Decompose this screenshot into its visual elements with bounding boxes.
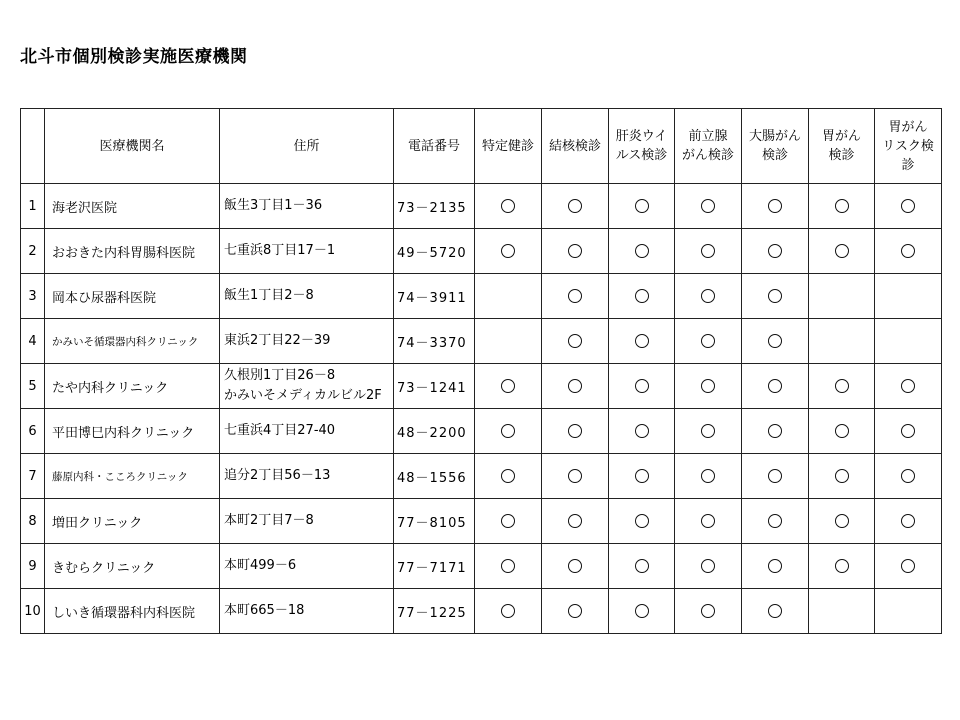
check-cell-1 xyxy=(542,544,609,589)
check-cell-3 xyxy=(675,544,742,589)
available-circle-icon xyxy=(635,559,649,573)
available-circle-icon xyxy=(835,199,849,213)
address-line-1: 七重浜4丁目27-40 xyxy=(224,423,336,438)
page-title: 北斗市個別検診実施医療機関 xyxy=(20,47,248,67)
phone-number: 48－1556 xyxy=(394,454,475,499)
available-circle-icon xyxy=(768,514,782,528)
address xyxy=(220,544,394,589)
check-cell-5 xyxy=(809,409,875,454)
available-circle-icon xyxy=(501,244,515,258)
check-cell-2 xyxy=(609,589,675,634)
check-cell-2 xyxy=(609,319,675,364)
check-cell-5 xyxy=(809,364,875,409)
row-number: 7 xyxy=(21,454,45,499)
available-circle-icon xyxy=(701,469,715,483)
check-cell-6 xyxy=(875,319,942,364)
check-cell-1 xyxy=(542,499,609,544)
table-row xyxy=(21,319,942,364)
available-circle-icon xyxy=(568,424,582,438)
check-cell-3 xyxy=(675,499,742,544)
check-cell-4 xyxy=(742,184,809,229)
available-circle-icon xyxy=(568,244,582,258)
address xyxy=(220,319,394,364)
check-cell-3 xyxy=(675,409,742,454)
institution-name: しいき循環器科内科医院 xyxy=(45,589,220,634)
available-circle-icon xyxy=(701,379,715,393)
available-circle-icon xyxy=(701,604,715,618)
row-number: 5 xyxy=(21,364,45,409)
phone-number: 73－2135 xyxy=(394,184,475,229)
address-line-1: 七重浜8丁目17－1 xyxy=(224,243,336,258)
header-row xyxy=(21,109,942,184)
available-circle-icon xyxy=(501,424,515,438)
check-cell-5 xyxy=(809,274,875,319)
header-tel: 電話番号 xyxy=(394,109,475,184)
check-cell-5 xyxy=(809,544,875,589)
available-circle-icon xyxy=(768,379,782,393)
available-circle-icon xyxy=(768,424,782,438)
table-row xyxy=(21,229,942,274)
address xyxy=(220,184,394,229)
check-cell-4 xyxy=(742,229,809,274)
address-line-2: かみいそメディカルビル2F xyxy=(224,388,382,403)
available-circle-icon xyxy=(635,379,649,393)
available-circle-icon xyxy=(568,604,582,618)
check-cell-1 xyxy=(542,184,609,229)
check-cell-3 xyxy=(675,589,742,634)
available-circle-icon xyxy=(568,469,582,483)
available-circle-icon xyxy=(635,469,649,483)
check-cell-6 xyxy=(875,454,942,499)
check-cell-3 xyxy=(675,364,742,409)
check-cell-3 xyxy=(675,319,742,364)
available-circle-icon xyxy=(568,199,582,213)
available-circle-icon xyxy=(768,289,782,303)
available-circle-icon xyxy=(568,334,582,348)
available-circle-icon xyxy=(701,424,715,438)
address xyxy=(220,229,394,274)
available-circle-icon xyxy=(635,199,649,213)
check-cell-4 xyxy=(742,364,809,409)
available-circle-icon xyxy=(501,379,515,393)
institution-name: きむらクリニック xyxy=(45,544,220,589)
available-circle-icon xyxy=(835,379,849,393)
check-cell-1 xyxy=(542,409,609,454)
check-cell-4 xyxy=(742,319,809,364)
phone-number: 74－3370 xyxy=(394,319,475,364)
available-circle-icon xyxy=(768,244,782,258)
check-cell-0 xyxy=(475,274,542,319)
check-cell-2 xyxy=(609,499,675,544)
address xyxy=(220,409,394,454)
check-cell-0 xyxy=(475,544,542,589)
check-cell-3 xyxy=(675,454,742,499)
check-cell-2 xyxy=(609,364,675,409)
institution-name: 平田博巳内科クリニック xyxy=(45,409,220,454)
row-number: 8 xyxy=(21,499,45,544)
table-row xyxy=(21,499,942,544)
available-circle-icon xyxy=(768,604,782,618)
table-row xyxy=(21,454,942,499)
check-cell-4 xyxy=(742,544,809,589)
phone-number: 74－3911 xyxy=(394,274,475,319)
institution-name: 藤原内科・こころクリニック xyxy=(45,454,220,499)
check-cell-6 xyxy=(875,544,942,589)
institution-name: 海老沢医院 xyxy=(45,184,220,229)
table-row xyxy=(21,274,942,319)
phone-number: 77－7171 xyxy=(394,544,475,589)
check-cell-0 xyxy=(475,229,542,274)
medical-institutions-table xyxy=(20,108,942,634)
available-circle-icon xyxy=(768,199,782,213)
check-cell-3 xyxy=(675,274,742,319)
check-cell-3 xyxy=(675,184,742,229)
phone-number: 73－1241 xyxy=(394,364,475,409)
address xyxy=(220,499,394,544)
available-circle-icon xyxy=(501,199,515,213)
check-cell-5 xyxy=(809,184,875,229)
table-row xyxy=(21,184,942,229)
available-circle-icon xyxy=(835,514,849,528)
available-circle-icon xyxy=(901,514,915,528)
row-number: 2 xyxy=(21,229,45,274)
check-cell-2 xyxy=(609,544,675,589)
table-row xyxy=(21,409,942,454)
address xyxy=(220,274,394,319)
check-cell-5 xyxy=(809,229,875,274)
phone-number: 49－5720 xyxy=(394,229,475,274)
row-number: 9 xyxy=(21,544,45,589)
available-circle-icon xyxy=(635,514,649,528)
address-line-1: 飯生1丁目2－8 xyxy=(224,288,314,303)
check-cell-0 xyxy=(475,499,542,544)
address-line-1: 本町665－18 xyxy=(224,603,305,618)
row-number: 3 xyxy=(21,274,45,319)
address-line-1: 久根別1丁目26－8 xyxy=(224,368,336,383)
check-cell-2 xyxy=(609,274,675,319)
header-name: 医療機関名 xyxy=(45,109,220,184)
available-circle-icon xyxy=(901,469,915,483)
check-cell-1 xyxy=(542,319,609,364)
check-cell-0 xyxy=(475,409,542,454)
institution-name: たや内科クリニック xyxy=(45,364,220,409)
check-cell-5 xyxy=(809,454,875,499)
address-line-1: 東浜2丁目22－39 xyxy=(224,333,331,348)
check-cell-6 xyxy=(875,499,942,544)
header-no xyxy=(21,109,45,184)
header-check-0: 特定健診 xyxy=(475,109,542,184)
check-cell-4 xyxy=(742,454,809,499)
available-circle-icon xyxy=(701,289,715,303)
table-row xyxy=(21,589,942,634)
check-cell-1 xyxy=(542,364,609,409)
header-check-3: 前立腺 がん検診 xyxy=(675,109,742,184)
available-circle-icon xyxy=(501,604,515,618)
check-cell-0 xyxy=(475,454,542,499)
address-line-1: 本町2丁目7－8 xyxy=(224,513,314,528)
check-cell-4 xyxy=(742,274,809,319)
table-body xyxy=(21,184,942,634)
available-circle-icon xyxy=(901,199,915,213)
institution-name: 増田クリニック xyxy=(45,499,220,544)
available-circle-icon xyxy=(835,559,849,573)
institution-name: おおきた内科胃腸科医院 xyxy=(45,229,220,274)
table-row xyxy=(21,544,942,589)
available-circle-icon xyxy=(568,379,582,393)
check-cell-4 xyxy=(742,499,809,544)
check-cell-0 xyxy=(475,364,542,409)
available-circle-icon xyxy=(835,469,849,483)
available-circle-icon xyxy=(635,604,649,618)
check-cell-3 xyxy=(675,229,742,274)
phone-number: 77－1225 xyxy=(394,589,475,634)
row-number: 6 xyxy=(21,409,45,454)
check-cell-6 xyxy=(875,589,942,634)
check-cell-4 xyxy=(742,409,809,454)
available-circle-icon xyxy=(701,559,715,573)
check-cell-1 xyxy=(542,454,609,499)
header-check-6: 胃がん リスク検 診 xyxy=(875,109,942,184)
row-number: 4 xyxy=(21,319,45,364)
available-circle-icon xyxy=(635,289,649,303)
available-circle-icon xyxy=(501,514,515,528)
check-cell-0 xyxy=(475,184,542,229)
check-cell-0 xyxy=(475,319,542,364)
available-circle-icon xyxy=(501,469,515,483)
address-line-1: 追分2丁目56－13 xyxy=(224,468,331,483)
address xyxy=(220,454,394,499)
check-cell-5 xyxy=(809,589,875,634)
address xyxy=(220,364,394,409)
address-line-1: 飯生3丁目1－36 xyxy=(224,198,323,213)
phone-number: 77－8105 xyxy=(394,499,475,544)
check-cell-1 xyxy=(542,589,609,634)
check-cell-1 xyxy=(542,274,609,319)
available-circle-icon xyxy=(835,424,849,438)
check-cell-5 xyxy=(809,499,875,544)
available-circle-icon xyxy=(901,424,915,438)
row-number: 10 xyxy=(21,589,45,634)
table-row xyxy=(21,364,942,409)
available-circle-icon xyxy=(901,379,915,393)
available-circle-icon xyxy=(635,424,649,438)
check-cell-2 xyxy=(609,184,675,229)
check-cell-6 xyxy=(875,274,942,319)
available-circle-icon xyxy=(701,244,715,258)
check-cell-2 xyxy=(609,409,675,454)
available-circle-icon xyxy=(635,334,649,348)
available-circle-icon xyxy=(568,289,582,303)
check-cell-6 xyxy=(875,364,942,409)
available-circle-icon xyxy=(835,244,849,258)
available-circle-icon xyxy=(768,334,782,348)
available-circle-icon xyxy=(701,334,715,348)
phone-number: 48－2200 xyxy=(394,409,475,454)
available-circle-icon xyxy=(901,559,915,573)
available-circle-icon xyxy=(701,199,715,213)
check-cell-5 xyxy=(809,319,875,364)
check-cell-0 xyxy=(475,589,542,634)
available-circle-icon xyxy=(768,559,782,573)
institution-name: 岡本ひ尿器科医院 xyxy=(45,274,220,319)
available-circle-icon xyxy=(701,514,715,528)
check-cell-6 xyxy=(875,409,942,454)
header-check-4: 大腸がん 検診 xyxy=(742,109,809,184)
check-cell-1 xyxy=(542,229,609,274)
check-cell-2 xyxy=(609,229,675,274)
available-circle-icon xyxy=(568,559,582,573)
available-circle-icon xyxy=(635,244,649,258)
header-check-5: 胃がん 検診 xyxy=(809,109,875,184)
header-check-2: 肝炎ウイ ルス検診 xyxy=(609,109,675,184)
institution-name: かみいそ循環器内科クリニック xyxy=(45,319,220,364)
available-circle-icon xyxy=(768,469,782,483)
available-circle-icon xyxy=(568,514,582,528)
row-number: 1 xyxy=(21,184,45,229)
header-address: 住所 xyxy=(220,109,394,184)
check-cell-4 xyxy=(742,589,809,634)
available-circle-icon xyxy=(501,559,515,573)
available-circle-icon xyxy=(901,244,915,258)
header-check-1: 結核検診 xyxy=(542,109,609,184)
check-cell-2 xyxy=(609,454,675,499)
check-cell-6 xyxy=(875,184,942,229)
address xyxy=(220,589,394,634)
address-line-1: 本町499－6 xyxy=(224,558,297,573)
check-cell-6 xyxy=(875,229,942,274)
